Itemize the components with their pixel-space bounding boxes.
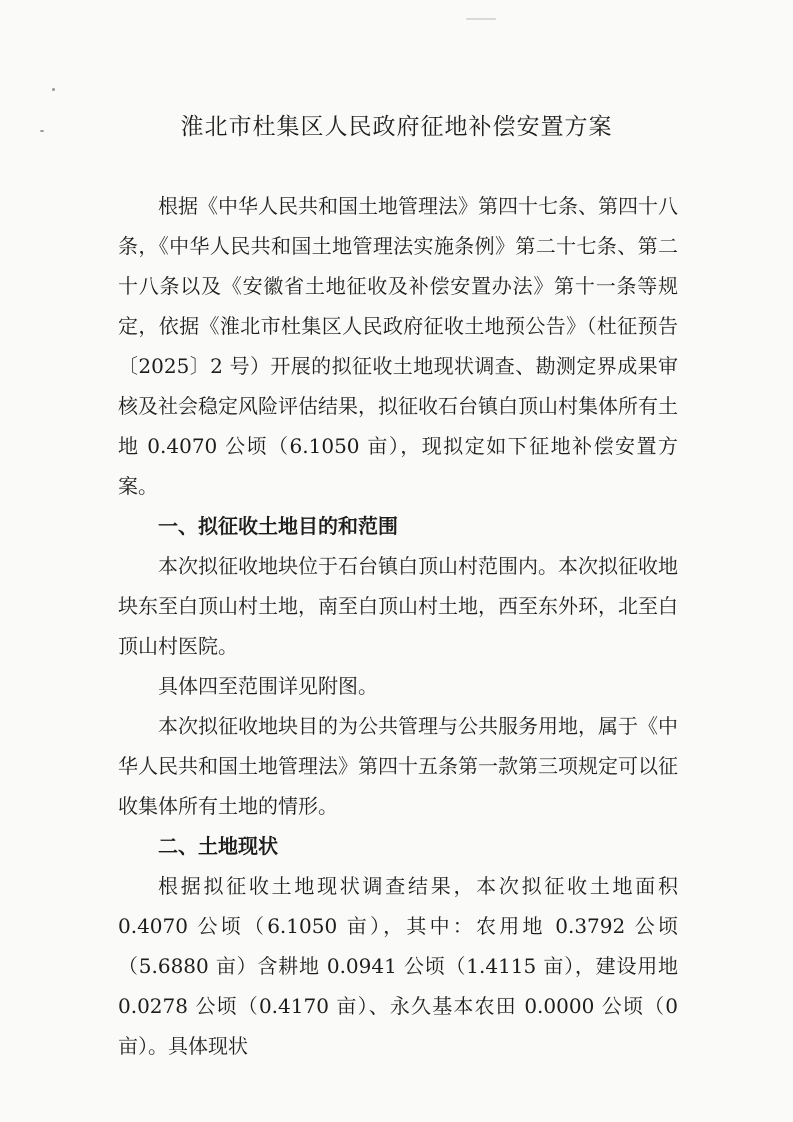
section1-paragraph-3: 本次拟征收地块目的为公共管理与公共服务用地，属于《中华人民共和国土地管理法》第四十五条第一款第三项规定可以征收集体所有土地的情形。 xyxy=(118,714,678,818)
section-heading-2: 二、土地现状 xyxy=(158,834,278,858)
scan-speck xyxy=(52,88,55,91)
intro-paragraph: 根据《中华人民共和国土地管理法》第四十七条、第四十八条，《中华人民共和国土地管理法实施条例》第二十七条、第二十八条以及《安徽省土地征收及补偿安置办法》第十一条等规定，依据《淮北市杜集区人民政府征收土地预公告》（杜征预告〔2025〕2 号）开展的拟征收土地现状调查、勘测定界成果审核及社会稳定风险评估结果，拟征收石台镇白顶山村集体所有土地 0.4070 公顷（6.1050 亩），现拟定如下征地补偿安置方案。 xyxy=(118,194,678,498)
section2-paragraph-1: 根据拟征收土地现状调查结果，本次拟征收土地面积 0.4070 公顷（6.1050 亩），其中：农用地 0.3792 公顷（5.6880 亩）含耕地 0.0941 公顷（1.4115 亩），建设用地 0.0278 公顷（0.4170 亩）、永久基本农田 0.0000 公顷（0 亩）。具体现状 xyxy=(118,874,678,1058)
document-title: 淮北市杜集区人民政府征地补偿安置方案 xyxy=(180,114,613,140)
document-body xyxy=(118,186,678,1066)
section-heading-1: 一、拟征收土地目的和范围 xyxy=(158,514,398,538)
scan-speck xyxy=(466,18,496,20)
section1-paragraph-1: 本次拟征收地块位于石台镇白顶山村范围内。本次拟征收地块东至白顶山村土地，南至白顶山村土地，西至东外环，北至白顶山村医院。 xyxy=(118,554,678,658)
section1-paragraph-2: 具体四至范围详见附图。 xyxy=(158,674,378,698)
